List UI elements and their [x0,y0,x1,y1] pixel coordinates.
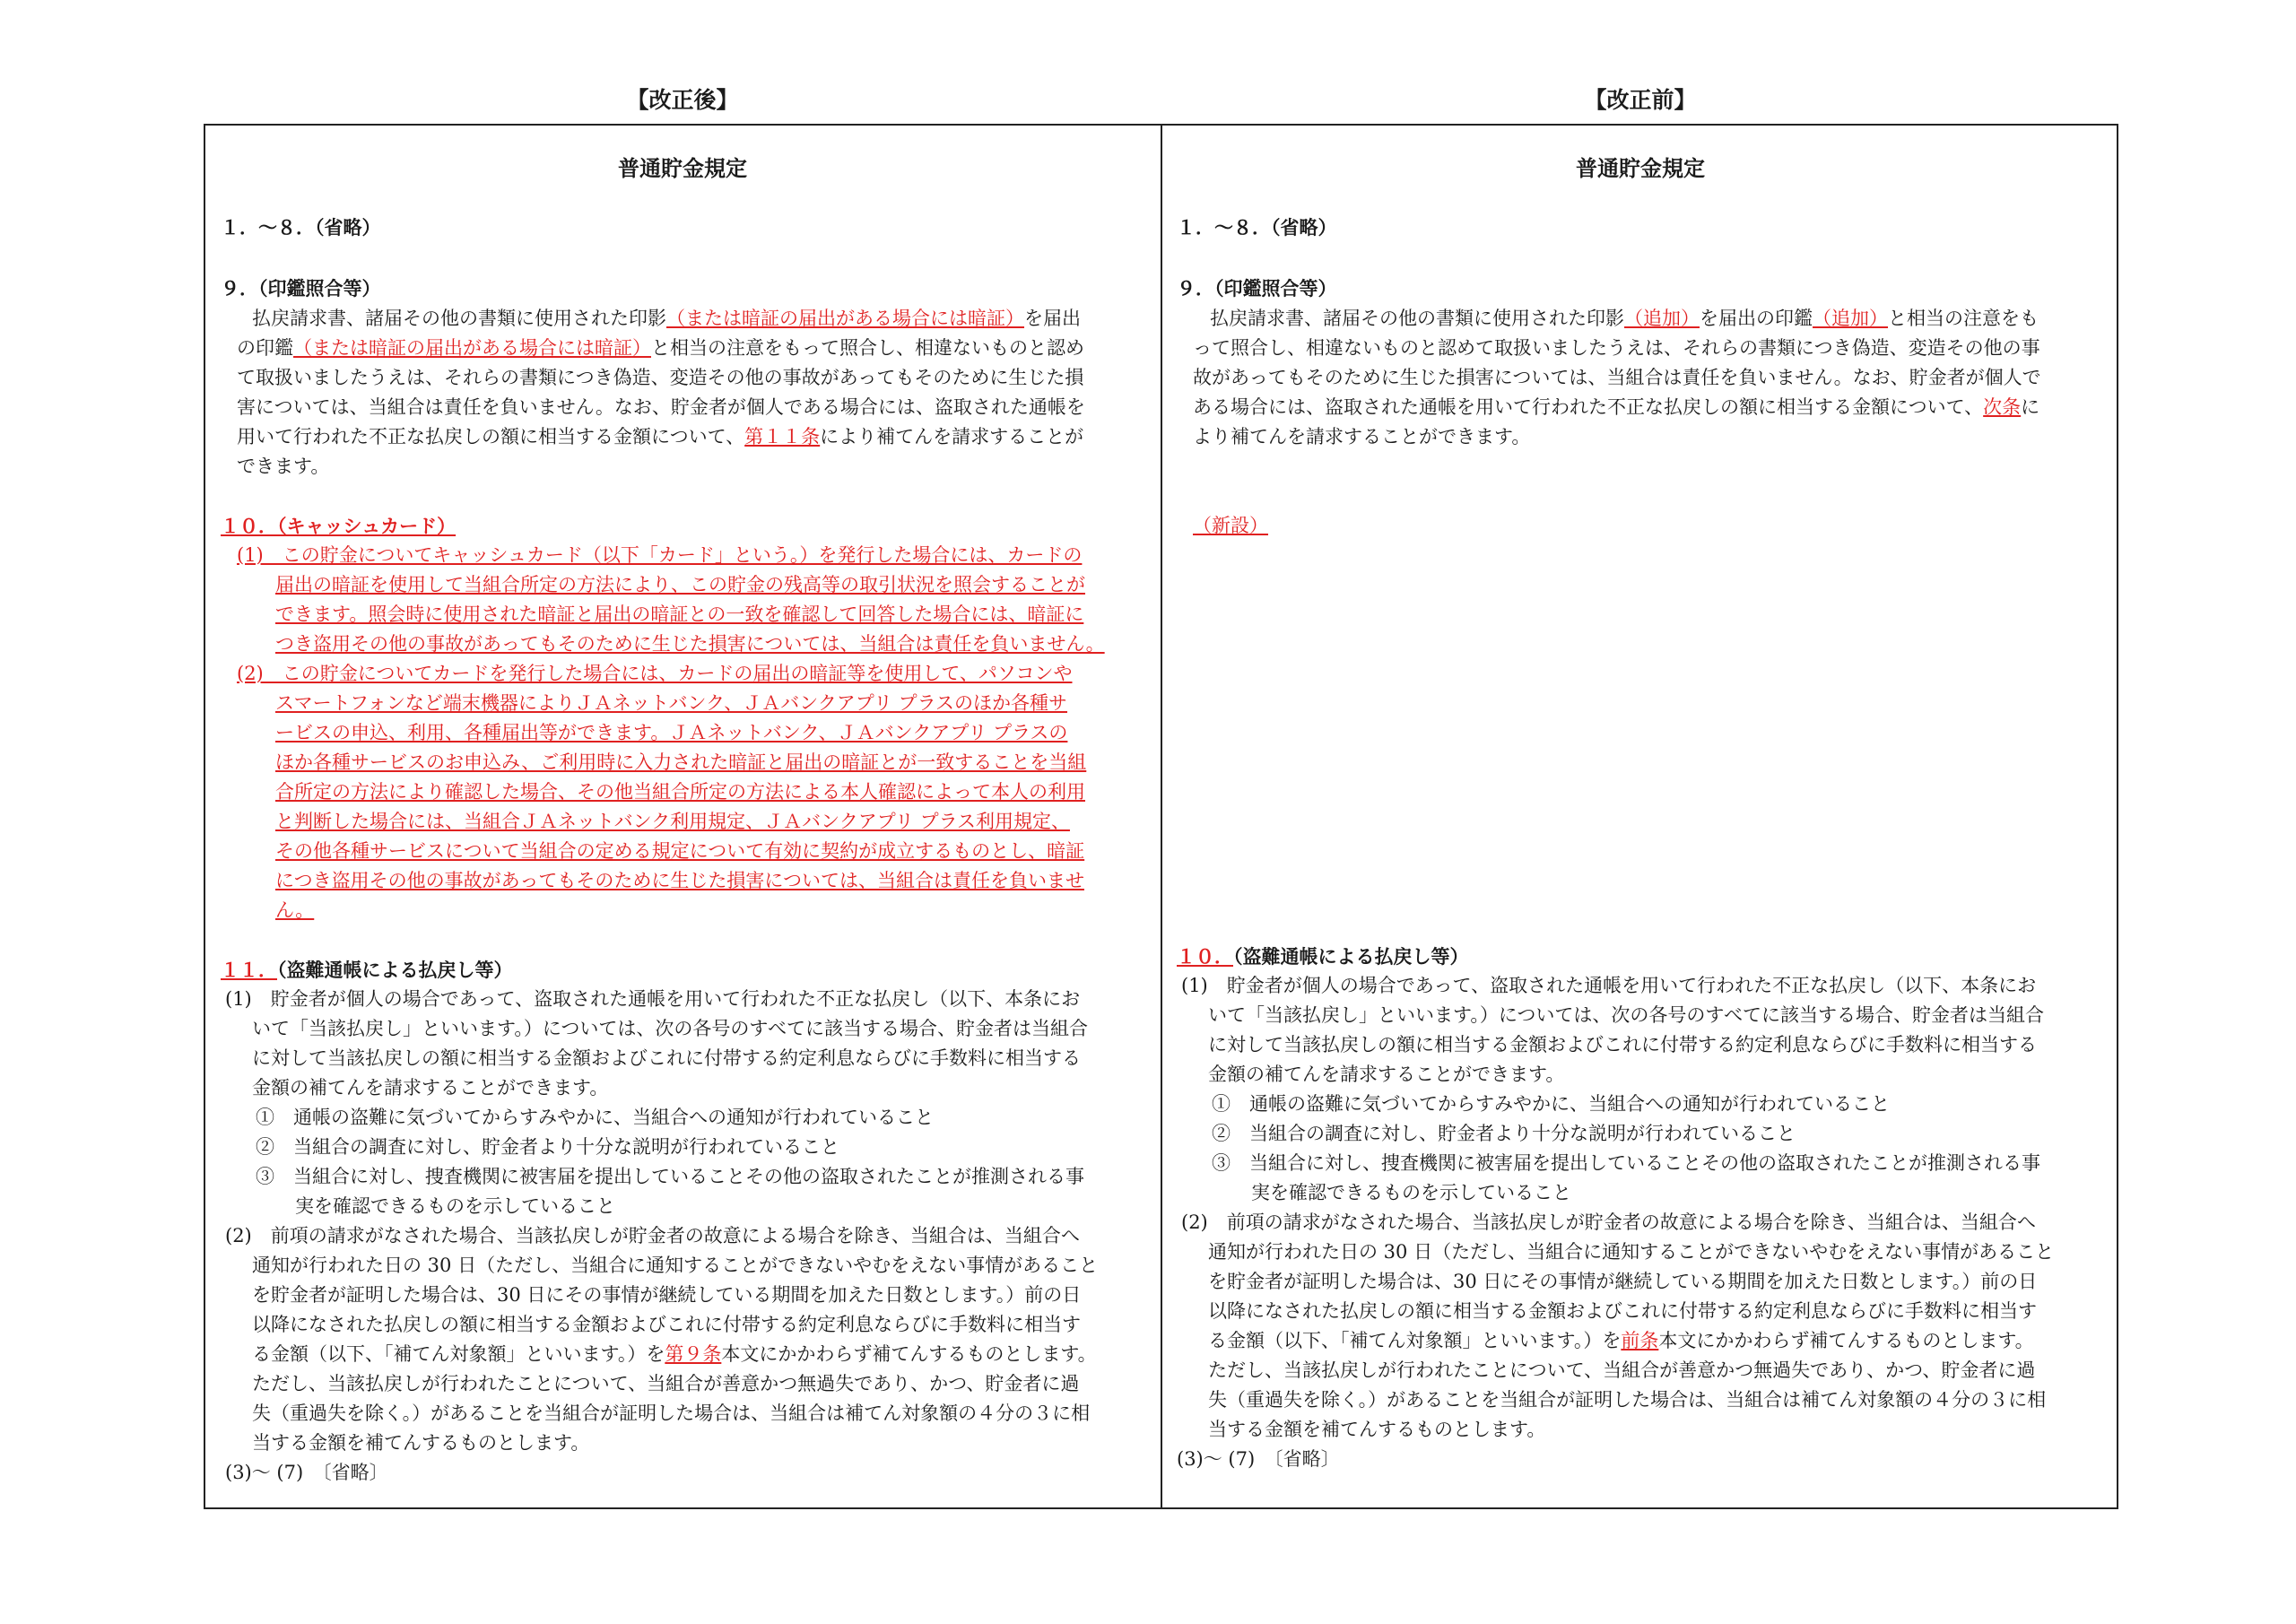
art9-line1-after: 払戻請求書、諸届その他の書類に使用された印影（または暗証の届出がある場合には暗証）を届出 [252,308,1081,329]
art11-p3-omitted: (3)～ (7) 〔省略〕 [225,1462,388,1483]
art11-item-3-cont: 実を確認できるものを示していること [295,1195,615,1217]
art10-p2-line: (2) 前項の請求がなされた場合、当該払戻しが貯金者の故意による場合を除き、当組合は、当組合へ [1181,1211,2036,1233]
art10-cashcard-title: １０．（キャッシュカード） [221,515,457,537]
art9-added-pin-1: （または暗証の届出がある場合には暗証） [666,308,1024,329]
art9-line3-before: 故があってもそのために生じた損害については、当組合は責任を負いません。なお、貯金者が個人で [1193,367,2041,388]
art11-p2-line: を貯金者が証明した場合は、30 日にその事情が継続している期間を加えた日数とします。）前の日 [252,1284,1082,1306]
art11-p2-line: 通知が行われた日の 30 日（ただし、当組合に通知することができないやむをえない事情があること [252,1255,1099,1276]
art10-line: と判断した場合には、当組合ＪＡネットバンク利用規定、ＪＡバンクアプリ プラス利用規定、 [275,811,1070,832]
art11-p1-line: に対して当該払戻しの額に相当する金額およびこれに付帯する約定利息ならびに手数料に相当する [252,1047,1081,1069]
art10-p2-line5: る金額（以下、「補てん対象額」といいます。）を前条本文にかかわらず補てんするものとします。 [1208,1330,2034,1351]
art10-item-1: ① 通帳の盗難に気づいてからすみやかに、当組合への通知が行われていること [1212,1093,1890,1115]
art10-line: ほか各種サービスのお申込み、ご利用時に入力された暗証と届出の暗証とが一致することを当組 [275,751,1087,773]
art10-line: その他各種サービスについて当組合の定める規定について有効に契約が成立するものとし、暗証 [275,840,1085,862]
art10-line: (1) この貯金についてキャッシュカード（以下「カード」という。）を発行した場合には、カードの [237,544,1083,566]
art10-p2-line: 通知が行われた日の 30 日（ただし、当組合に通知することができないやむをえない事情があること [1208,1241,2055,1263]
art10-title-before: １０．（盗難通帳による払戻し等） [1177,945,1469,968]
art10-item-2: ② 当組合の調査に対し、貯金者より十分な説明が行われていること [1212,1123,1796,1144]
art9-line3-after: て取扱いましたうえは、それらの書類につき偽造、変造その他の事故があってもそのために生じた損 [237,367,1084,388]
art11-title-after: １１．（盗難通帳による払戻し等） [221,959,513,981]
art11-p1-line: 金額の補てんを請求することができます。 [252,1077,609,1099]
art11-p1-line: (1) 貯金者が個人の場合であって、盗取された通帳を用いて行われた不正な払戻し（以下、本条にお [225,988,1081,1010]
art10-p1-line: に対して当該払戻しの額に相当する金額およびこれに付帯する約定利息ならびに手数料に相当する [1208,1034,2037,1055]
art9-line4-before: ある場合には、盗取された通帳を用いて行われた不正な払戻しの額に相当する金額について、次条に [1193,396,2040,418]
art9-line2-before: って照合し、相違ないものと認めて取扱いましたうえは、それらの書類につき偽造、変造その他の事 [1193,337,2040,359]
art11-p1-line: いて「当該払戻し」といいます。）については、次の各号のすべてに該当する場合、貯金者は当組合 [252,1018,1088,1039]
art10-line: スマートフォンなど端末機器によりＪＡネットバンク、ＪＡバンクアプリ プラスのほか各種サ [275,692,1068,714]
art11-p2-line: 当する金額を補てんするものとします。 [252,1432,590,1454]
art11-ref-art9: 第９条 [665,1343,722,1365]
art10-p1-line: いて「当該払戻し」といいます。）については、次の各号のすべてに該当する場合、貯金者は当組合 [1208,1004,2044,1026]
art11-item-2: ② 当組合の調査に対し、貯金者より十分な説明が行われていること [256,1136,839,1158]
art11-p2-line5: る金額（以下、「補てん対象額」といいます。）を第９条本文にかかわらず補てんするものとします。 [252,1343,1097,1365]
column-after [205,124,1160,1509]
art10-p2-line: ただし、当該払戻しが行われたことについて、当組合が善意かつ無過失であり、かつ、貯金者に過 [1208,1359,2036,1381]
doc-title-before: 普通貯金規定 [1576,155,1705,181]
art10-number-before: １０． [1177,945,1233,968]
art10-line: ービスの申込、利用、各種届出等ができます。ＪＡネットバンク、ＪＡバンクアプリ プラスの [275,722,1068,743]
art10-item-3: ③ 当組合に対し、捜査機関に被害届を提出していることその他の盗取されたことが推測される事 [1212,1152,2040,1174]
new-section-label: （新設） [1193,515,1268,536]
art9-added-pin-2: （または暗証の届出がある場合には暗証） [293,337,651,359]
art9-line4-after: 害については、当組合は責任を負いません。なお、貯金者が個人である場合には、盗取された通帳を [237,396,1085,418]
art10-line: につき盗用その他の事故があってもそのために生じた損害については、当組合は責任を負いませ [275,870,1084,891]
art10-p1-line: 金額の補てんを請求することができます。 [1208,1064,1565,1085]
art10-p3-omitted: (3)～ (7) 〔省略〕 [1177,1448,1340,1470]
art11-p2-line: ただし、当該払戻しが行われたことについて、当組合が善意かつ無過失であり、かつ、貯金者に過 [252,1373,1080,1394]
art9-placeholder-added-2: （追加） [1813,308,1888,329]
art11-number: １１． [221,959,277,981]
art10-p2-line: 当する金額を補てんするものとします。 [1208,1419,1546,1440]
art11-item-3: ③ 当組合に対し、捜査機関に被害届を提出していることその他の盗取されたことが推測される事 [256,1166,1084,1187]
art9-ref-art11: 第１１条 [744,426,821,447]
art9-title-before: ９．（印鑑照合等） [1177,277,1337,300]
art11-p2-line: (2) 前項の請求がなされた場合、当該払戻しが貯金者の故意による場合を除き、当組合は、当組合へ [225,1225,1080,1246]
art10-line: ん。 [275,899,315,921]
art9-ref-next-article: 次条 [1983,396,2022,418]
art10-line: 合所定の方法により確認した場合、その他当組合所定の方法による本人確認によって本人の利用 [275,781,1085,803]
art11-item-1: ① 通帳の盗難に気づいてからすみやかに、当組合への通知が行われていること [256,1107,934,1128]
art10-item-3-cont: 実を確認できるものを示していること [1251,1182,1571,1203]
art9-line1-before: 払戻請求書、諸届その他の書類に使用された印影（追加）を届出の印鑑（追加）と相当の注意をも [1210,308,2039,329]
art9-line6-after: できます。 [237,456,330,477]
art9-placeholder-added-1: （追加） [1624,308,1700,329]
art11-p2-line: 失（重過失を除く。）があることを当組合が証明した場合は、当組合は補てん対象額の４分の３に相 [252,1403,1091,1424]
art10-line: 届出の暗証を使用して当組合所定の方法により、この貯金の残高等の取引状況を照会することが [275,574,1085,595]
art11-p2-line: 以降になされた払戻しの額に相当する金額およびこれに付帯する約定利息ならびに手数料に相当す [252,1314,1081,1335]
header-before: 【改正前】 [1584,87,1697,113]
art10-line: (2) この貯金についてカードを発行した場合には、カードの届出の暗証等を使用して、パソコンや [237,663,1073,684]
art9-line2-after: の印鑑（または暗証の届出がある場合には暗証）と相当の注意をもって照合し、相違ないものと認め [237,337,1084,359]
sections-1-8-before: １．～８．（省略） [1177,216,1337,239]
art9-title-after: ９．（印鑑照合等） [221,277,381,300]
art10-p1-line: (1) 貯金者が個人の場合であって、盗取された通帳を用いて行われた不正な払戻し（以下、本条にお [1181,975,2037,996]
art10-p2-line: 以降になされた払戻しの額に相当する金額およびこれに付帯する約定利息ならびに手数料に相当す [1208,1300,2037,1322]
art10-line: つき盗用その他の事故があってもそのために生じた損害については、当組合は責任を負いません。 [275,633,1105,655]
art9-line5-after: 用いて行われた不正な払戻しの額に相当する金額について、第１１条により補てんを請求することが [237,426,1084,447]
doc-title-after: 普通貯金規定 [618,155,747,181]
column-divider [1161,124,1162,1509]
art10-line: できます。照会時に使用された暗証と届出の暗証との一致を確認して回答した場合には、暗証に [275,604,1084,625]
sections-1-8-after: １．～８．（省略） [221,216,381,239]
column-before [1163,124,2118,1509]
art10-ref-prev-article: 前条 [1621,1330,1659,1351]
art9-line5-before: より補てんを請求することができます。 [1193,426,1531,447]
art10-p2-line: を貯金者が証明した場合は、30 日にその事情が継続している期間を加えた日数とします。）前の日 [1208,1271,2038,1292]
art10-p2-line: 失（重過失を除く。）があることを当組合が証明した場合は、当組合は補てん対象額の４分の３に相 [1208,1389,2047,1411]
header-after: 【改正後】 [626,87,739,113]
